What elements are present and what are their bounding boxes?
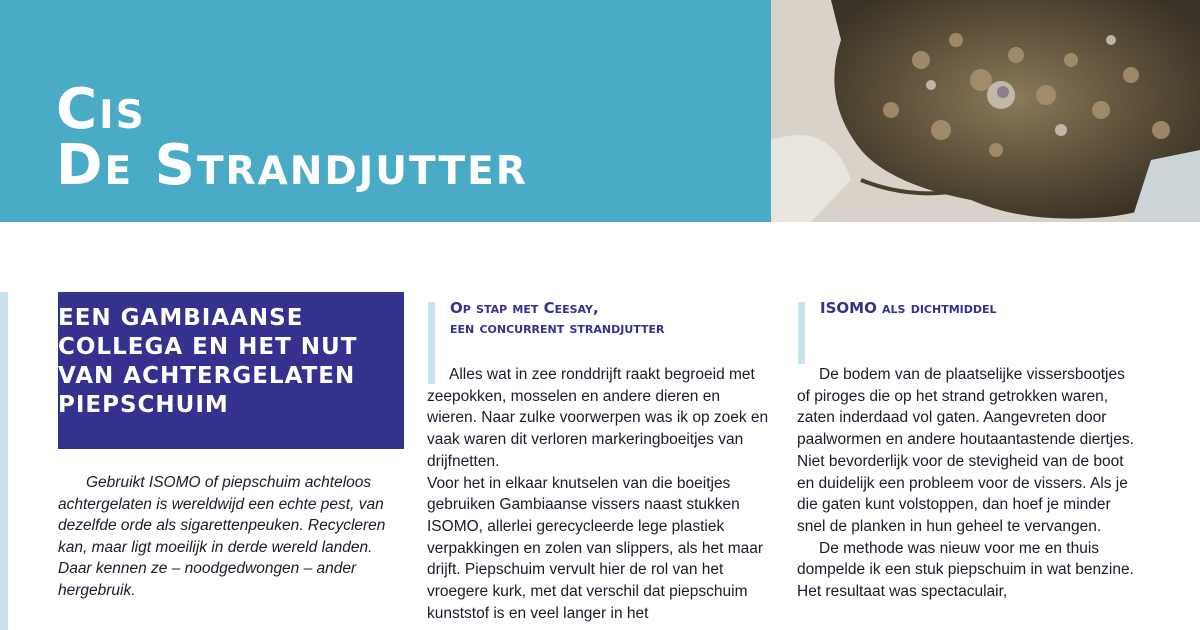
title-line-1: Cis [56, 77, 146, 142]
column-2-paragraph-1-text: Alles wat in zee ronddrijft raakt begroeid met zeepokken, mosselen en andere dieren en wieren. Naar zulke voorwerpen was ik op zoek en vaak waren dit verloren markeringboeitjes van drijfnetten. [427, 366, 769, 470]
subtitle-line-4: PIEPSCHUIM [58, 392, 229, 418]
intro-text: Gebruikt ISOMO of piepschuim achteloos achtergelaten is wereldwijd een echte pest, van dezelfde orde als sigarettenpeuken. Recycleren kan, maar ligt moeilijk in derde wereld landen. Daar kennen ze – noodgedwongen – ander hergebruik. [58, 474, 386, 599]
left-accent-rule [0, 292, 8, 630]
subtitle-line-1: EEN GAMBIAANSE [58, 305, 304, 331]
subtitle-box [58, 292, 404, 449]
column-2-paragraph [427, 364, 770, 473]
column-2-heading-line-2: een concurrent strandjutter [450, 319, 665, 337]
subtitle-line-2: COLLEGA EN HET NUT [58, 334, 358, 360]
header-band [0, 0, 771, 222]
column-3-heading [820, 298, 1160, 318]
column-3-paragraph [797, 538, 1140, 603]
column-3-paragraph [797, 364, 1140, 538]
column-2-paragraph-2-text: Voor het in elkaar knutselen van die boeitjes gebruiken Gambiaanse vissers naast stukken ISOMO, allerlei gerecycleerde lege plastiek verpakkingen en zolen van slippers, als het maar drijft. Piepschuim vervult hier de rol van het vroegere kurk, met dat verschil dat piepschuim kunststof is en veel langer in het [427, 474, 764, 622]
column-3-body [797, 364, 1140, 603]
column-2-body [427, 364, 770, 624]
intro-paragraph [58, 472, 408, 601]
shell-encrusted-debris-image [771, 0, 1200, 222]
column-2-heading-line-1: Op stap met Ceesay, [450, 299, 599, 317]
column-2-paragraph [427, 473, 770, 625]
header-photo [771, 0, 1200, 222]
title-line-2: De Strandjutter [56, 133, 528, 198]
heading-accent-bar [798, 302, 805, 364]
column-2-heading [450, 298, 770, 338]
column-3-heading-text: ISOMO als dichtmiddel [820, 299, 997, 317]
subtitle-line-3: VAN ACHTERGELATEN [58, 363, 356, 389]
column-3-paragraph-1-text: De bodem van de plaatselijke vissersbootjes of piroges die op het strand getrokken waren, zaten inderdaad vol gaten. Aangevreten door paalwormen en andere houtaantastende diertjes. Niet bevorderlijk voor de stevigheid van de boot en duidelijk een probleem voor de vissers. Als je die gaten kunt volstoppen, dan hoef je minder snel de planken in hun geheel te vervangen. [797, 366, 1134, 535]
article-title [56, 77, 528, 198]
column-3-paragraph-2-text: De methode was nieuw voor me en thuis dompelde ik een stuk piepschuim in wat benzine. Het resultaat was spectaculair, [797, 539, 1134, 601]
